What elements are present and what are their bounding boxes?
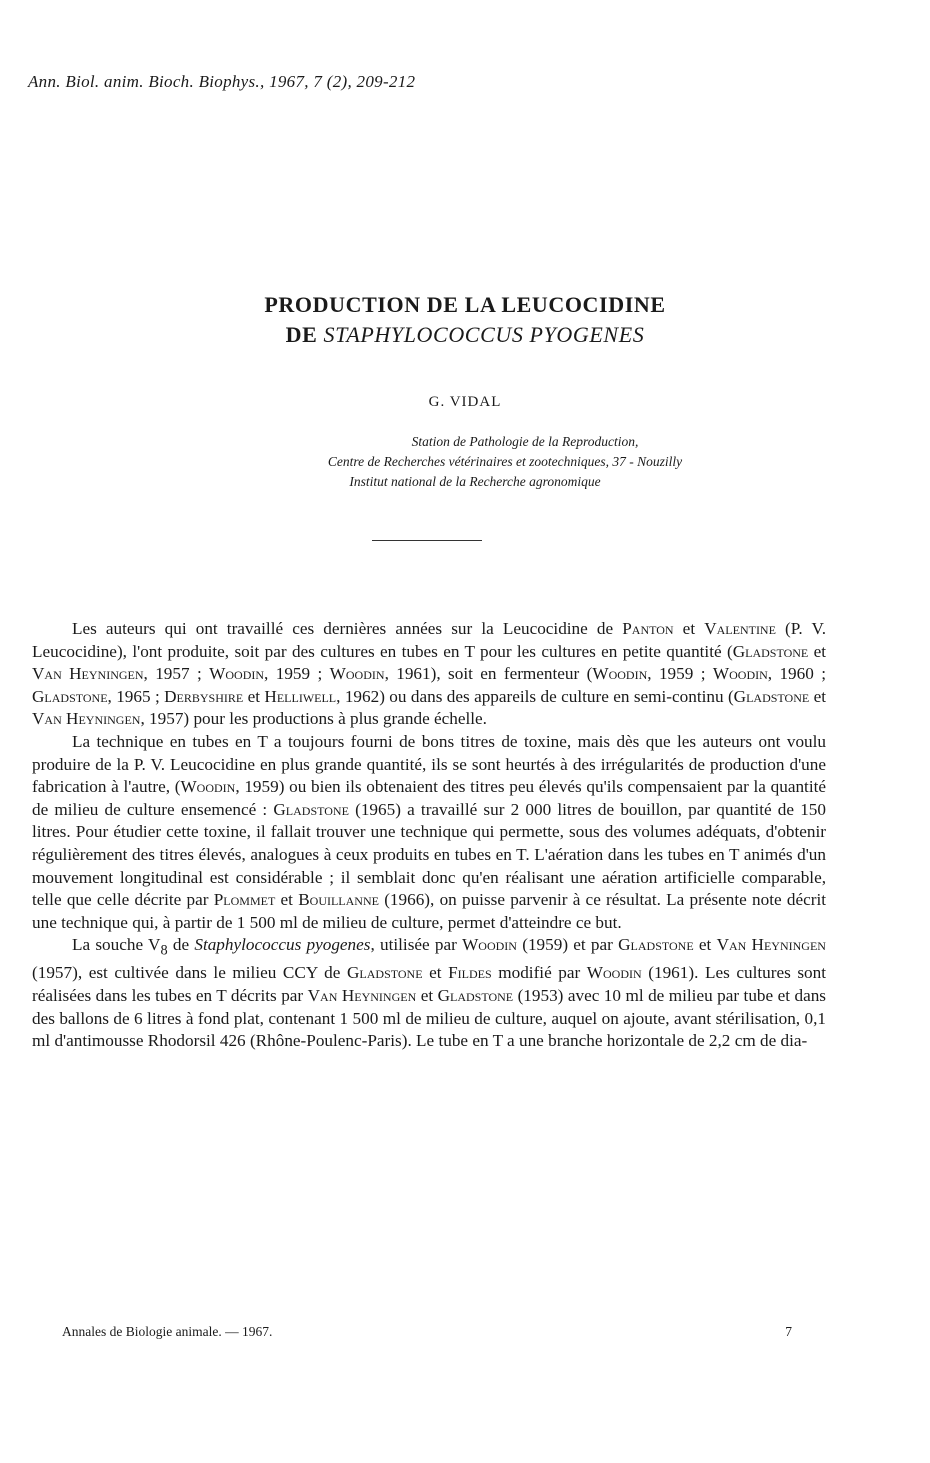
author-ref: Gladstone <box>347 963 423 983</box>
page-number: 7 <box>785 1324 792 1339</box>
author-ref: Gladstone <box>618 935 694 955</box>
author-ref: Plommet <box>213 890 276 910</box>
article-body <box>32 618 826 1053</box>
affiliation-line-3: Institut national de la Recherche agronomique <box>349 474 601 489</box>
author-ref: Gladstone <box>32 686 108 706</box>
author-ref: Gladstone <box>733 686 810 706</box>
author-ref: Woodin <box>180 777 236 797</box>
paragraph-1: Les auteurs qui ont travaillé ces dernières années sur la Leucocidine de Panton et Valentine (P. V. Leucocidine), l'ont produite, soit par des cultures en tubes en T pour les cultures en petite quantité (Gladstone et Van Heyningen, 1957 ; Woodin, 1959 ; Woodin, 1961), soit en fermenteur (Woodin, 1959 ; Woodin, 1960 ; Gladstone, 1965 ; Derbyshire et Helliwell, 1962) ou dans des appareils de culture en semi-continu (Gladstone et Van Heyningen, 1957) pour les productions à plus grande échelle. <box>32 619 827 729</box>
author-ref: Panton <box>622 619 674 638</box>
author-ref: Gladstone <box>273 799 349 819</box>
paragraph-2: La technique en tubes en T a toujours fourni de bons titres de toxine, mais dès que les auteurs ont voulu produire de la P. V. Leucocidine en plus grande quantité, ils se sont heurtés à des irrégularités de production d'une fabrication à l'autre, (Woodin, 1959) ou bien ils obtenaient des titres peu élevés qu'ils compensaient par la quantité de milieu de culture ensemencé : Gladstone (1965) a travaillé sur 2 000 litres de bouillon, par quantité de 150 litres. Pour étudier cette toxine, il fallait trouver une technique qui permette, sous des volumes adéquats, d'obtenir régulièrement des titres élevés, analogues à ceux produits en tubes en T. L'aération dans les tubes en T animés d'un mouvement longitudinal est considérable ; il semblait donc qu'en réalisant une aération artificielle comparable, telle que celle décrite par Plommet et Bouillanne (1966), on puisse parvenir à ce résultat. La présente note décrit une technique qui, à partir de 1 500 ml de milieu de culture, permet d'atteindre ce but. <box>32 731 826 932</box>
author-ref: Woodin <box>329 664 385 684</box>
author-ref: Derbyshire <box>164 686 244 706</box>
author-ref: Van Heyningen <box>32 664 144 684</box>
footer-journal: Annales de Biologie animale. — 1967. <box>62 1324 273 1339</box>
species-name: Staphylococcus pyogenes <box>194 935 371 955</box>
strain-subscript: 8 <box>160 942 168 959</box>
author-ref: Woodin <box>586 963 642 983</box>
article-title <box>0 290 930 350</box>
paragraph-3: La souche $V_8$ de Staphylococcus pyogenes, utilisée par Woodin (1959) et par Gladstone et Van Heyningen (1957), est cultivée dans le milieu CCY de Gladstone et Fildes modifié par Woodin (1961). Les cultures sont réalisées dans les tubes en T décrits par Van Heyningen et Gladstone (1953) avec 10 ml de milieu par tube et dans des ballons de 6 litres à fond plat, contenant 1 500 ml de milieu de culture, auquel on ajoute, avant stérilisation, 0,1 ml d'antimousse Rhodorsil 426 (Rhône-Poulenc-Paris). Le tube en T a une branche horizontale de 2,2 cm de dia- <box>32 935 826 1051</box>
author-ref: Helliwell <box>264 686 337 706</box>
author-affiliation <box>0 432 930 492</box>
title-line-2-prefix: DE <box>285 322 324 347</box>
author-name: G. VIDAL <box>428 394 502 410</box>
title-line-1: PRODUCTION DE LA LEUCOCIDINE <box>264 292 666 317</box>
author-ref: Gladstone <box>732 641 809 661</box>
author-ref: Fildes <box>448 963 492 983</box>
affiliation-line-1: Station de Pathologie de la Reproduction, <box>411 434 639 449</box>
author-ref: Woodin <box>462 935 517 955</box>
separator-rule <box>372 540 482 541</box>
author-ref: Van Heyningen <box>32 709 141 729</box>
author-ref: Valentine <box>704 619 776 638</box>
author-ref: Woodin <box>712 664 768 684</box>
author-ref: Bouillanne <box>298 890 379 910</box>
author-ref: Van Heyningen <box>307 985 417 1005</box>
author-ref: Woodin <box>209 664 265 684</box>
title-species: STAPHYLOCOCCUS PYOGENES <box>323 322 645 347</box>
author-ref: Woodin <box>592 664 648 684</box>
affiliation-line-2: Centre de Recherches vétérinaires et zootechniques, 37 - Nouzilly <box>327 454 683 469</box>
author-ref: Gladstone <box>437 985 514 1005</box>
author-ref: Van Heyningen <box>716 935 826 955</box>
journal-citation: Ann. Biol. anim. Bioch. Biophys., 1967, 7 (2), 209-212 <box>28 72 416 91</box>
title-line-2 <box>0 320 930 350</box>
